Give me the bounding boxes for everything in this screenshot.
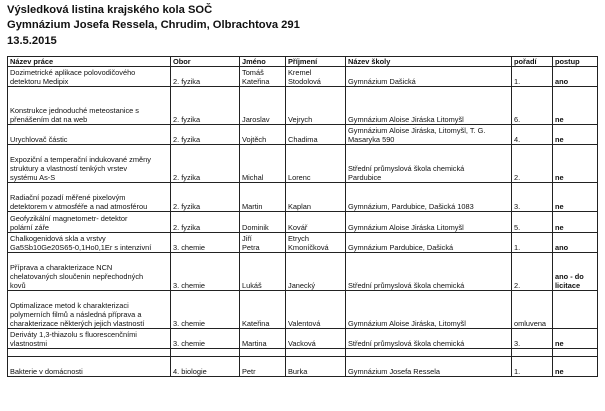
results-table — [7, 56, 598, 377]
table-row — [8, 291, 598, 329]
cell-prijmeni: Etrych Kmoníčková — [286, 233, 346, 253]
cell-jmeno: Kateřina — [240, 291, 286, 329]
cell-skola: Gymnázium Aloise Jiráska, Litomyšl, T. G. Masaryka 590 — [346, 125, 512, 145]
cell-postup: ano — [553, 67, 598, 87]
table-row — [8, 329, 598, 349]
table-row — [8, 67, 598, 87]
col-header-nazev-prace: Název práce — [8, 57, 171, 67]
cell-obor: 2. fyzika — [171, 212, 240, 233]
col-header-poradi: pořadí — [512, 57, 553, 67]
cell-postup: ne — [553, 125, 598, 145]
cell-poradi — [512, 349, 553, 357]
cell-postup: ne — [553, 145, 598, 183]
document-venue: Gymnázium Josefa Ressela, Chrudim, Olbrachtova 291 — [7, 19, 300, 31]
cell-postup: ne — [553, 329, 598, 349]
cell-prijmeni: Kaplan — [286, 183, 346, 212]
cell-skola: Gymnázium Pardubice, Dašická — [346, 233, 512, 253]
table-row — [8, 183, 598, 212]
col-header-nazev-skoly: Název školy — [346, 57, 512, 67]
cell-postup: ne — [553, 87, 598, 125]
cell-prijmeni: Vacková — [286, 329, 346, 349]
cell-jmeno: Petr — [240, 357, 286, 377]
cell-obor: 2. fyzika — [171, 125, 240, 145]
table-row — [8, 253, 598, 291]
cell-poradi: 4. — [512, 125, 553, 145]
cell-jmeno: Dominik — [240, 212, 286, 233]
cell-jmeno: Martin — [240, 183, 286, 212]
cell-skola — [346, 349, 512, 357]
cell-poradi: 2. — [512, 253, 553, 291]
cell-title: Radiační pozadí měřené pixelovým detektorem v atmosféře a nad atmosférou — [8, 183, 171, 212]
cell-poradi: 6. — [512, 87, 553, 125]
cell-skola: Gymnázium Aloise Jiráska Litomyšl — [346, 87, 512, 125]
cell-skola: Gymnázium Josefa Ressela — [346, 357, 512, 377]
table-row — [8, 233, 598, 253]
cell-skola: Střední průmyslová škola chemická — [346, 253, 512, 291]
cell-skola: Střední průmyslová škola chemická Pardubice — [346, 145, 512, 183]
cell-jmeno: Tomáš Kateřina — [240, 67, 286, 87]
cell-jmeno: Jiří Petra — [240, 233, 286, 253]
cell-postup: ano - do licitace — [553, 253, 598, 291]
cell-skola: Gymnázium, Pardubice, Dašická 1083 — [346, 183, 512, 212]
cell-title: Urychlovač částic — [8, 125, 171, 145]
cell-title: Dozimetrické aplikace polovodičového detektoru Medipix — [8, 67, 171, 87]
cell-jmeno: Jaroslav — [240, 87, 286, 125]
cell-title: Chalkogenidová skla a vrstvy Ga5Sb10Ge20S65-0,1Ho0,1Er s intenzivní — [8, 233, 171, 253]
cell-prijmeni: Kremel Stodolová — [286, 67, 346, 87]
cell-obor: 2. fyzika — [171, 87, 240, 125]
cell-skola: Gymnázium Dašická — [346, 67, 512, 87]
cell-postup: ano — [553, 233, 598, 253]
cell-postup: ne — [553, 212, 598, 233]
cell-postup — [553, 349, 598, 357]
cell-prijmeni: Lorenc — [286, 145, 346, 183]
cell-obor: 3. chemie — [171, 253, 240, 291]
cell-poradi: 1. — [512, 357, 553, 377]
cell-obor: 2. fyzika — [171, 183, 240, 212]
cell-prijmeni: Kovář — [286, 212, 346, 233]
cell-poradi: omluvena — [512, 291, 553, 329]
cell-title: Optimalizace metod k charakterizaci polymerních filmů a následná příprava a charakterizace některých jejich vlastností — [8, 291, 171, 329]
cell-postup: ne — [553, 357, 598, 377]
cell-title: Expoziční a temperační indukované změny struktury a vlastností tenkých vrstev systému As-S — [8, 145, 171, 183]
document-date: 13.5.2015 — [7, 35, 57, 47]
col-header-prijmeni: Příjmení — [286, 57, 346, 67]
cell-obor: 2. fyzika — [171, 67, 240, 87]
cell-prijmeni — [286, 349, 346, 357]
cell-jmeno: Michal — [240, 145, 286, 183]
cell-poradi: 1. — [512, 67, 553, 87]
cell-title — [8, 349, 171, 357]
col-header-postup: postup — [553, 57, 598, 67]
cell-obor: 3. chemie — [171, 233, 240, 253]
cell-title: Příprava a charakterizace NCN chelatovaných sloučenin nepřechodných kovů — [8, 253, 171, 291]
cell-prijmeni: Chadima — [286, 125, 346, 145]
cell-jmeno: Vojtěch — [240, 125, 286, 145]
table-row — [8, 87, 598, 125]
cell-skola: Střední průmyslová škola chemická — [346, 329, 512, 349]
table-row — [8, 357, 598, 377]
cell-title: Geofyzikální magnetometr- detektor polární záře — [8, 212, 171, 233]
cell-poradi: 3. — [512, 183, 553, 212]
col-header-jmeno: Jméno — [240, 57, 286, 67]
cell-postup: ne — [553, 183, 598, 212]
cell-poradi: 1. — [512, 233, 553, 253]
table-row — [8, 349, 598, 357]
cell-obor: 4. biologie — [171, 357, 240, 377]
col-header-obor: Obor — [171, 57, 240, 67]
cell-obor — [171, 349, 240, 357]
cell-title: Konstrukce jednoduché meteostanice s přenášením dat na web — [8, 87, 171, 125]
document-title: Výsledková listina krajského kola SOČ — [7, 4, 213, 16]
cell-title: Bakterie v domácnosti — [8, 357, 171, 377]
cell-jmeno: Martina — [240, 329, 286, 349]
cell-jmeno: Lukáš — [240, 253, 286, 291]
cell-prijmeni: Valentová — [286, 291, 346, 329]
cell-postup — [553, 291, 598, 329]
cell-obor: 3. chemie — [171, 329, 240, 349]
cell-prijmeni: Vejrych — [286, 87, 346, 125]
cell-poradi: 5. — [512, 212, 553, 233]
cell-jmeno — [240, 349, 286, 357]
cell-skola: Gymnázium Aloise Jiráska Litomyšl — [346, 212, 512, 233]
cell-skola: Gymnázium Aloise Jiráska, Litomyšl — [346, 291, 512, 329]
cell-title: Deriváty 1,3-thiazolu s fluorescenčními vlastnostmi — [8, 329, 171, 349]
table-header-row — [8, 57, 598, 67]
cell-poradi: 3. — [512, 329, 553, 349]
cell-obor: 3. chemie — [171, 291, 240, 329]
table-row — [8, 125, 598, 145]
cell-obor: 2. fyzika — [171, 145, 240, 183]
cell-prijmeni: Burka — [286, 357, 346, 377]
cell-prijmeni: Janecký — [286, 253, 346, 291]
table-row — [8, 212, 598, 233]
cell-poradi: 2. — [512, 145, 553, 183]
table-row — [8, 145, 598, 183]
